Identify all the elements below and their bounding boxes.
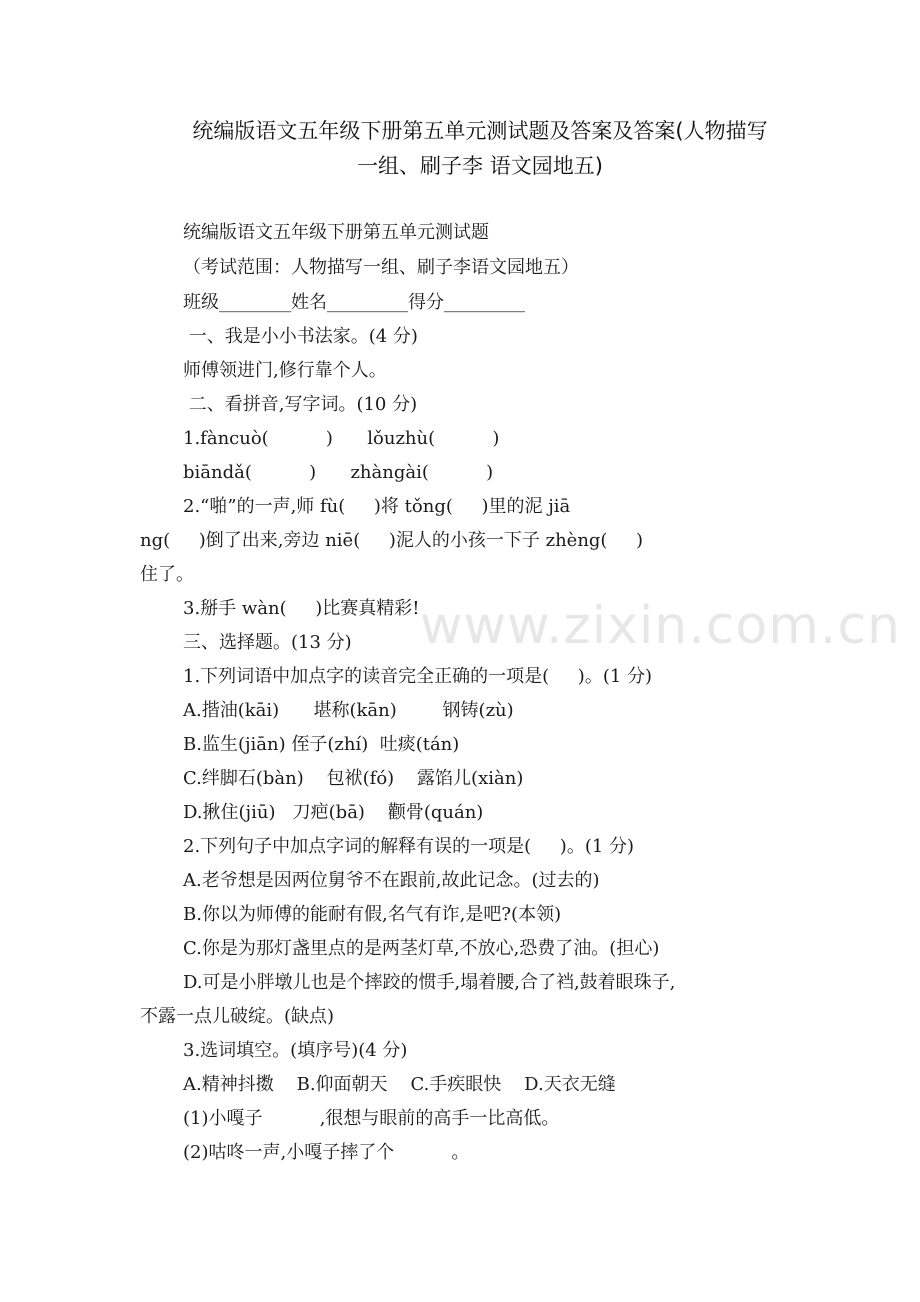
question-3-3: 3.选词填空。(填序号)(4 分) — [183, 1040, 408, 1061]
document-title-line-2: 一组、刷子李 语文园地五) — [357, 154, 603, 178]
pinyin-sentence-line-1: 2.“啪”的一声,师 fù( )将 tǒng( )里的泥 jiā — [183, 496, 571, 517]
option-c-2: C.你是为那灯盏里点的是两茎灯草,不放心,恐费了油。(担心) — [183, 938, 660, 959]
pinyin-sentence-line-2: ng( )倒了出来,旁边 niē( )泥人的小孩一下子 zhèng( ) — [140, 530, 644, 551]
pinyin-sentence-3: 3.掰手 wàn( )比赛真精彩! — [183, 598, 420, 619]
option-b-2: B.你以为师傅的能耐有假,名气有诈,是吧?(本领) — [183, 904, 562, 925]
question-heading-2: 二、看拼音,写字词。(10 分) — [183, 394, 418, 415]
exam-scope: （考试范围：人物描写一组、刷子李语文园地五） — [183, 257, 579, 278]
question-3-1: 1.下列词语中加点字的读音完全正确的一项是( )。(1 分) — [183, 666, 653, 687]
option-d-2-line-1: D.可是小胖墩儿也是个摔跤的惯手,塌着腰,合了裆,鼓着眼珠子, — [183, 972, 676, 993]
document-title-line-1: 统编版语文五年级下册第五单元测试题及答案及答案(人物描写 — [192, 119, 768, 143]
option-d: D.揪住(jiū) 刀疤(bā) 颧骨(quán) — [183, 802, 484, 823]
fill-blank-1: (1)小嘎子 ,很想与眼前的高手一比高低。 — [183, 1108, 560, 1129]
option-c: C.绊脚石(bàn) 包袱(fó) 露馅儿(xiàn) — [183, 768, 524, 789]
watermark: www.zixin.com.cn — [420, 596, 901, 656]
fill-blank-2: (2)咕咚一声,小嘎子摔了个 。 — [183, 1142, 470, 1163]
question-3-2: 2.下列句子中加点字词的解释有误的一项是( )。(1 分) — [183, 836, 635, 857]
student-info-line: 班级________姓名_________得分_________ — [183, 292, 525, 313]
pinyin-row-1: 1.fàncuò( ) lǒuzhù( ) — [183, 428, 500, 449]
section-heading: 统编版语文五年级下册第五单元测试题 — [183, 222, 489, 243]
option-b: B.监生(jiān) 侄子(zhí) 吐痰(tán) — [183, 734, 460, 755]
pinyin-sentence-line-3: 住了。 — [140, 564, 194, 585]
option-a-2: A.老爷想是因两位舅爷不在跟前,故此记念。(过去的) — [183, 870, 600, 891]
pinyin-row-2: biāndǎ( ) zhàngài( ) — [183, 462, 494, 483]
question-heading-1: 一、我是小小书法家。(4 分) — [183, 326, 418, 347]
calligraphy-text: 师傅领进门,修行靠个人。 — [183, 360, 387, 381]
option-a: A.揩油(kāi) 堪称(kān) 钢铸(zù) — [183, 700, 514, 721]
question-heading-3: 三、选择题。(13 分) — [183, 632, 352, 653]
word-choices: A.精神抖擞 B.仰面朝天 C.手疾眼快 D.天衣无缝 — [183, 1074, 616, 1095]
option-d-2-line-2: 不露一点儿破绽。(缺点) — [140, 1006, 335, 1027]
